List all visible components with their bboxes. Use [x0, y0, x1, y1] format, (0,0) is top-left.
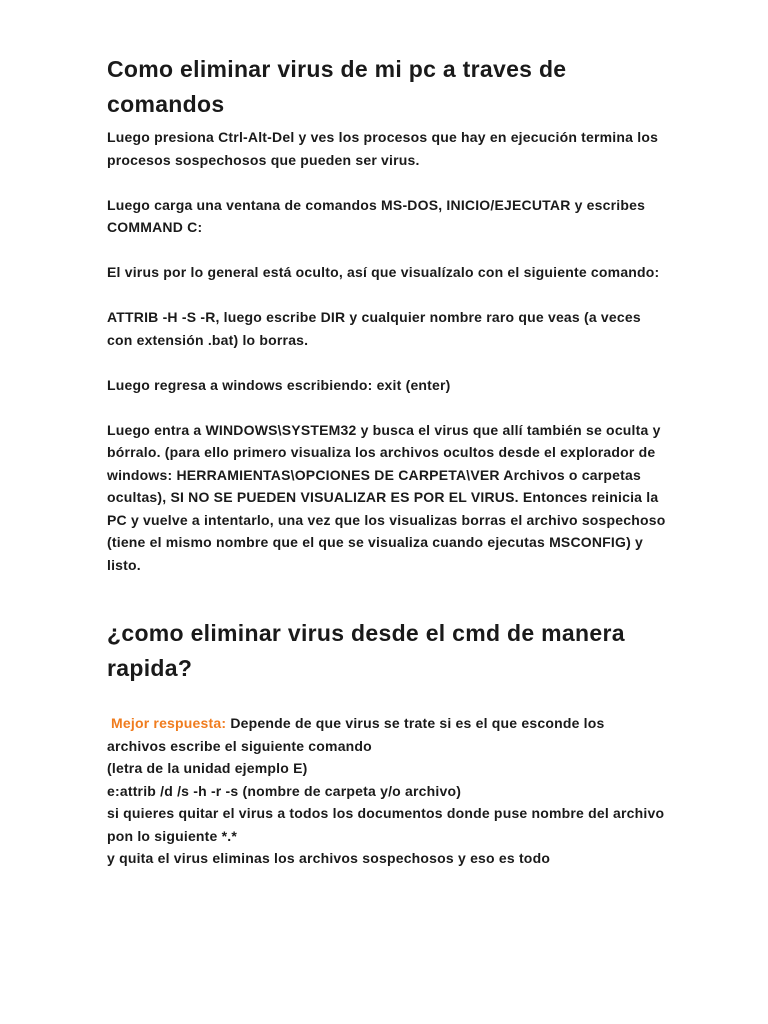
best-answer — [107, 712, 667, 870]
answer-first-line — [107, 712, 667, 757]
answer-line: si quieres quitar el virus a todos los documentos donde puse nombre del archivo pon lo siguiente *.* — [107, 805, 665, 844]
answer-command-line: e:attrib /d /s -h -r -s (nombre de carpeta y/o archivo) — [107, 782, 462, 799]
paragraph-system32: Luego entra a WINDOWS\SYSTEM32 y busca el virus que allí también se oculta y bórralo. (para ello primero visualiza los archivos ocultos desde el explorador de windows: HERRAMIENTAS\OPCIONES DE CARPETA\VER Archivos o carpetas ocultas), SI NO SE PUEDEN VISUALIZAR ES POR EL VIRUS. Entonces reinicia la PC y vuelve a intentarlo, una vez que los visualizas borras el archivo sospechoso (tiene el mismo nombre que el que se visualiza cuando ejecutas MSCONFIG) y listo. — [107, 421, 666, 573]
paragraph-task-manager: Luego presiona Ctrl-Alt-Del y ves los procesos que hay en ejecución termina los procesos sospechosos que pueden ser virus. — [107, 129, 659, 168]
paragraph-attrib: ATTRIB -H -S -R, luego escribe DIR y cualquier nombre raro que veas (a veces con extensión .bat) lo borras. — [107, 309, 641, 348]
answer-text: Depende de que virus se trate si es el que esconde los archivos escribe el siguiente comando — [107, 715, 605, 754]
answer-line: y quita el virus eliminas los archivos sospechosos y eso es todo — [107, 850, 551, 866]
document-page — [107, 52, 667, 870]
page-title: Como eliminar virus de mi pc a traves de comandos — [107, 56, 567, 117]
paragraph-ms-dos: Luego carga una ventana de comandos MS-DOS, INICIO/EJECUTAR y escribes COMMAND C: — [107, 196, 646, 235]
best-answer-label: Mejor respuesta: — [111, 715, 227, 731]
paragraph-exit: Luego regresa a windows escribiendo: exit (enter) — [107, 376, 451, 393]
answer-line: (letra de la unidad ejemplo E) — [107, 760, 308, 776]
section-title: ¿como eliminar virus desde el cmd de manera rapida? — [107, 620, 625, 681]
paragraph-hidden-virus: El virus por lo general está oculto, así que visualízalo con el siguiente comando: — [107, 264, 660, 280]
